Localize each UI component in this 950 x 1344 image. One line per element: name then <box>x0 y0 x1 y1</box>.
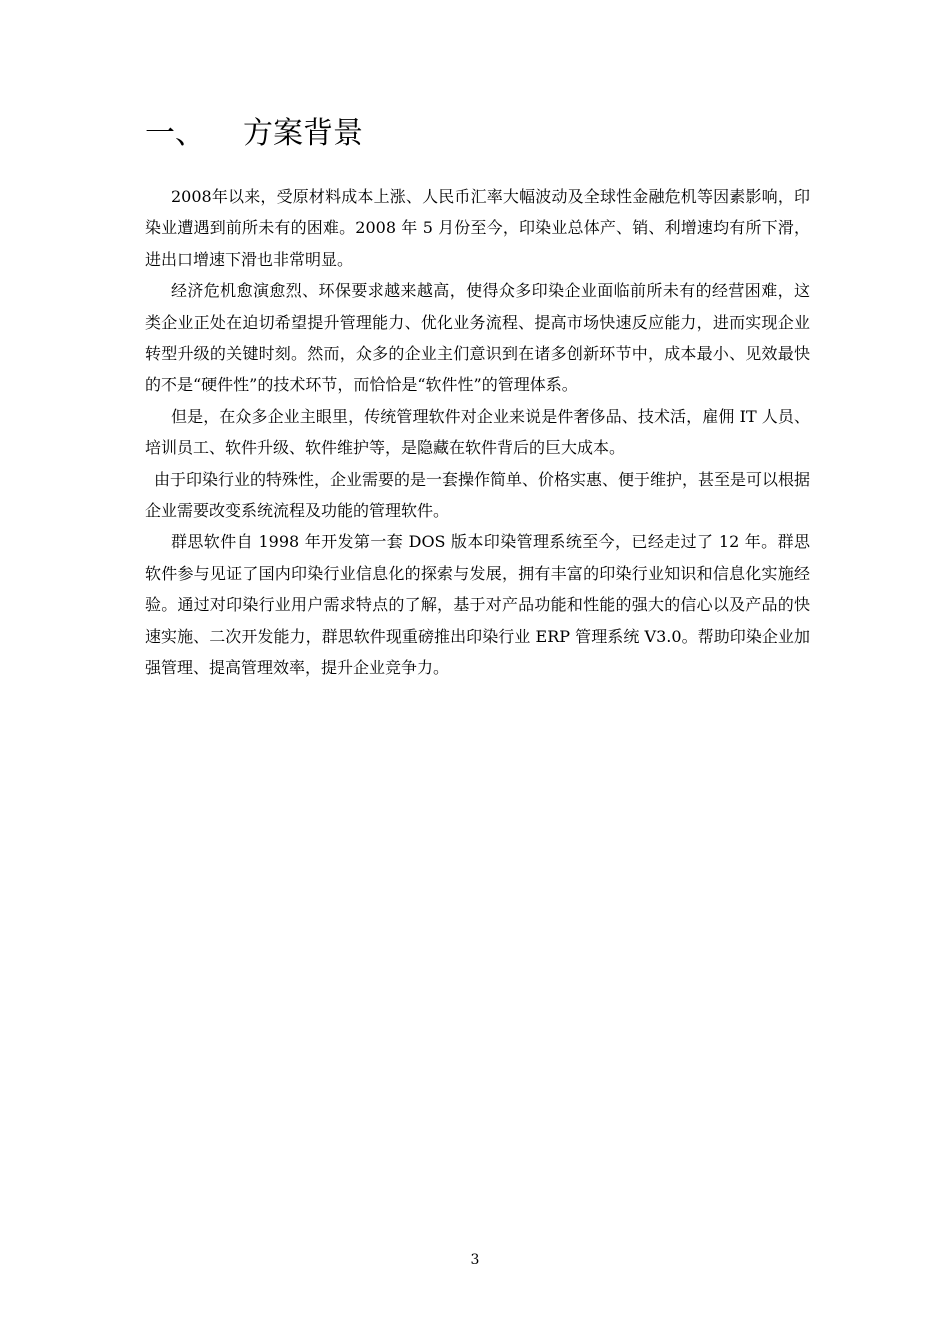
paragraph: 但是，在众多企业主眼里，传统管理软件对企业来说是件奢侈品、技术活，雇佣 IT 人员、培训员工、软件升级、软件维护等，是隐藏在软件背后的巨大成本。 <box>145 406 810 458</box>
body-text <box>145 181 810 684</box>
section-number: 一、 <box>145 116 205 151</box>
paragraph: 经济危机愈演愈烈、环保要求越来越高，使得众多印染企业面临前所未有的经营困难，这类企业正处在迫切希望提升管理能力、优化业务流程、提高市场快速反应能力，进而实现企业转型升级的关键时刻。然而，众多的企业主们意识到在诸多创新环节中，成本最小、见效最快的不是“硬件性”的技术环节，而恰恰是“软件性”的管理体系。 <box>145 281 810 395</box>
section-heading <box>145 112 363 156</box>
paragraph: 群思软件自 1998 年开发第一套 DOS 版本印染管理系统至今，已经走过了 12 年。群思软件参与见证了国内印染行业信息化的探索与发展，拥有丰富的印染行业知识和信息化实施经验。通过对印染行业用户需求特点的了解，基于对产品功能和性能的强大的信心以及产品的快速实施、二次开发能力，群思软件现重磅推出印染行业 ERP 管理系统 V3.0。帮助印染企业加强管理、提高管理效率，提升企业竞争力。 <box>145 532 810 678</box>
paragraph: 由于印染行业的特殊性，企业需要的是一套操作简单、价格实惠、便于维护，甚至是可以根据企业需要改变系统流程及功能的管理软件。 <box>145 469 811 521</box>
page-number: 3 <box>470 1252 480 1268</box>
section-title: 方案背景 <box>243 116 363 151</box>
paragraph: 2008年以来，受原材料成本上涨、人民币汇率大幅波动及全球性金融危机等因素影响，印染业遭遇到前所未有的困难。2008 年 5 月份至今，印染业总体产、销、利增速均有所下滑，进出口增速下滑也非常明显。 <box>145 187 810 269</box>
